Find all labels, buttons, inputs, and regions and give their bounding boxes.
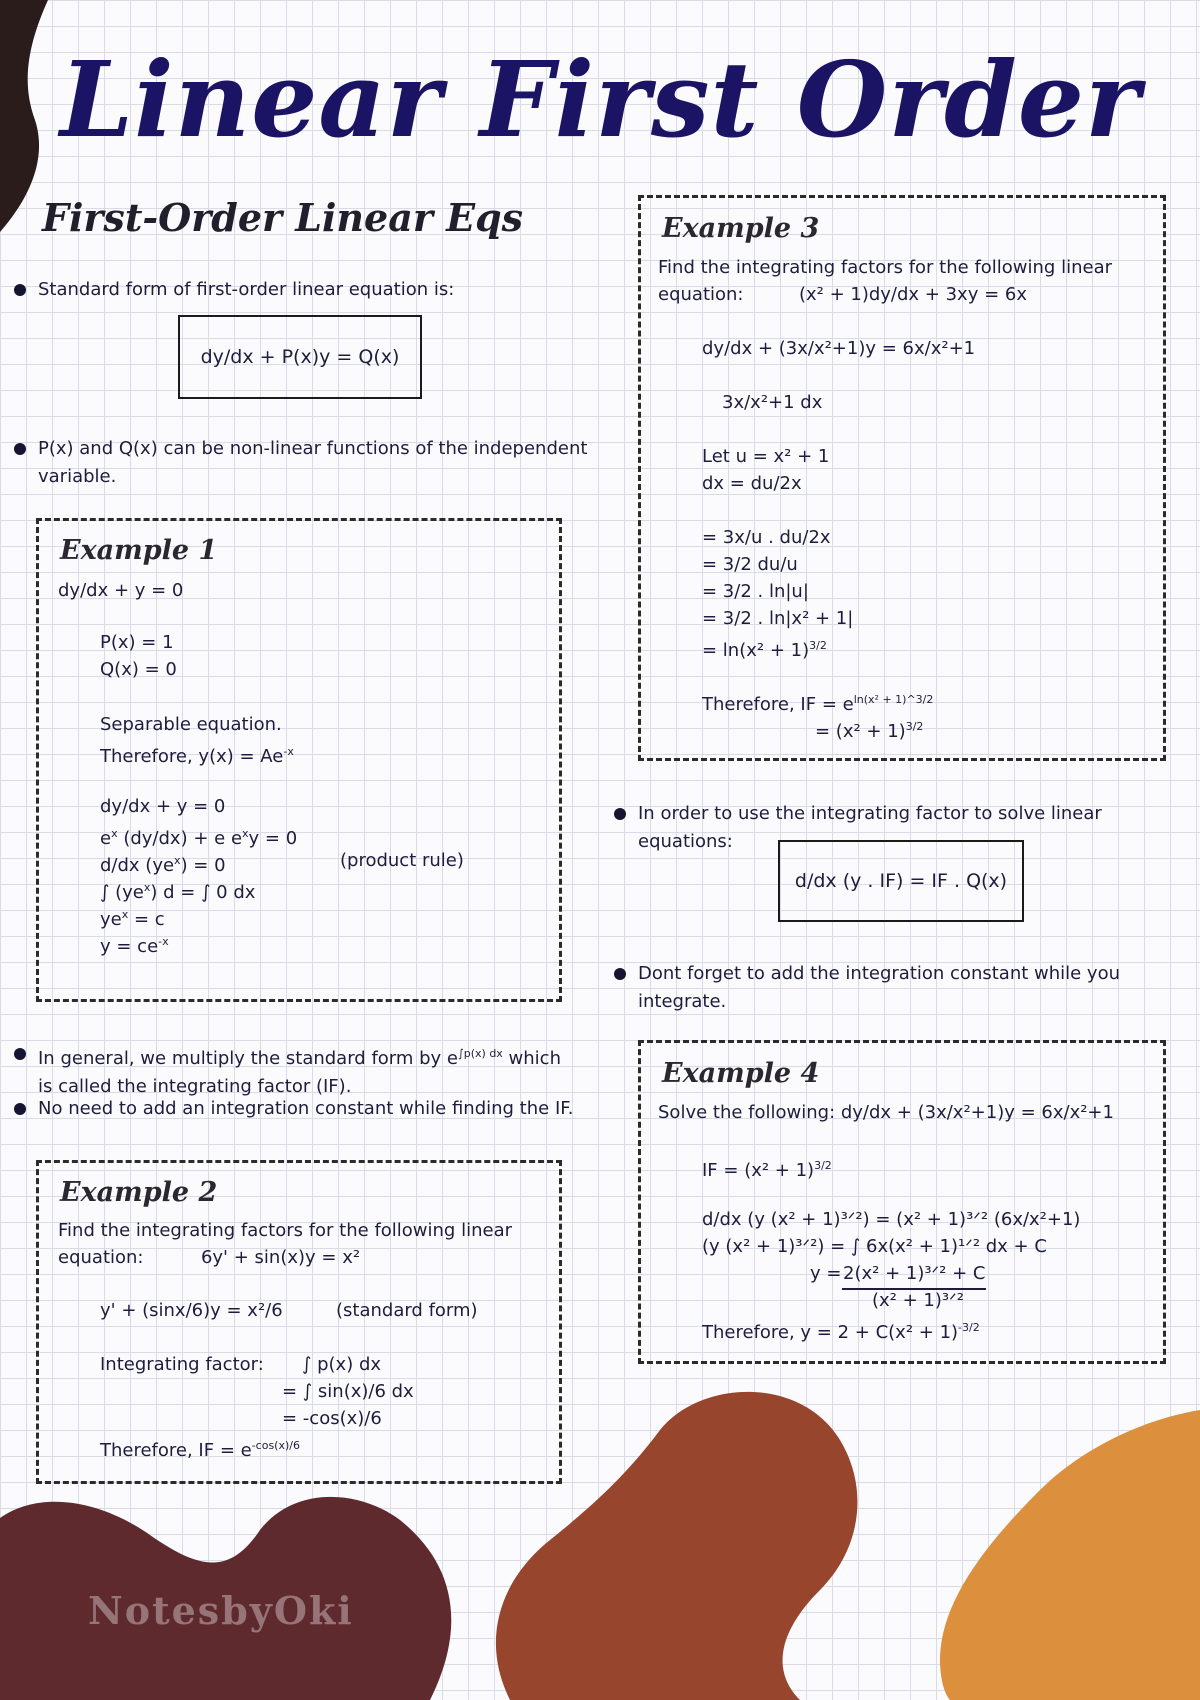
example-2-therefore: Therefore, IF = $e^{-cos(x)/6}$: [100, 1439, 300, 1461]
example-2-standard-note: (standard form): [336, 1300, 478, 1321]
example-2-title: Example 2: [60, 1177, 218, 1208]
example-1-separable: Separable equation.: [100, 714, 282, 735]
bullet-dot: [14, 443, 26, 455]
example-3-equation: equation: (x² + 1)dy/dx + 3xy = 6x: [658, 284, 1027, 305]
example-4-if: IF = $(x^2 + 1)^{3/2}$: [702, 1159, 832, 1181]
example-3-step3: Let u = x² + 1: [702, 446, 830, 467]
example-4-therefore: Therefore, $y = 2 + C(x^2 + 1)^{-3/2}$: [702, 1321, 980, 1343]
bullet-dot: [614, 968, 626, 980]
bullet-standard-form: Standard form of first-order linear equation is:: [38, 276, 454, 304]
bullet-add-constant: Dont forget to add the integration constant while you integrate.: [638, 960, 1200, 1016]
example-3-step1: dy/dx + (3x/x²+1)y = 6x/x²+1: [702, 338, 976, 359]
example-2-if-1: ∫ p(x) dx: [302, 1354, 382, 1375]
example-2-if-2: = ∫ sin(x)/6 dx: [282, 1381, 414, 1402]
example-1-step1: dy/dx + y = 0: [100, 796, 226, 817]
example-3-step6: = 3/2 du/u: [702, 554, 798, 575]
example-2-if-label: Integrating factor:: [100, 1354, 264, 1375]
bullet-dot: [14, 1048, 26, 1060]
example-1-step2: $e^x$ (dy/dx) + e $e^xy = 0$: [100, 827, 298, 849]
example-4-title: Example 4: [662, 1058, 820, 1089]
bullet-integrating-factor: In general, we multiply the standard form by $e^{\int p(x) dx}$ which is called the integrating factor (IF).: [38, 1040, 561, 1101]
bullet-use-if: In order to use the integrating factor to solve linear equations:: [638, 800, 1200, 856]
example-3-title: Example 3: [662, 213, 820, 244]
blob-bottom-left: [0, 1460, 520, 1700]
example-3-step4: dx = du/2x: [702, 473, 802, 494]
if-formula-box: d/dx (y . IF) = IF . Q(x): [778, 840, 1024, 922]
example-3-step2: 3x/x²+1 dx: [722, 392, 823, 413]
page-title: Linear First Order: [60, 38, 1141, 161]
standard-form-box: dy/dx + P(x)y = Q(x): [178, 315, 422, 399]
example-3-step9: = $\ln(x^2 + 1)^{3/2}$: [702, 639, 827, 661]
example-1-product-rule-note: (product rule): [340, 850, 464, 871]
example-3-prompt: Find the integrating factors for the following linear: [658, 257, 1112, 278]
example-3-step7: = 3/2 . ln|u|: [702, 581, 809, 602]
example-1-title: Example 1: [60, 535, 218, 566]
bullet-dot: [614, 808, 626, 820]
section-heading: First-Order Linear Eqs: [42, 195, 524, 240]
blob-bottom-right: [900, 1370, 1200, 1700]
example-2-prompt: Find the integrating factors for the following linear: [58, 1220, 512, 1241]
example-3-step5: = 3x/u . du/2x: [702, 527, 831, 548]
example-1-step6: $y = ce^{-x}$: [100, 935, 169, 957]
example-4-numerator: 2(x² + 1)³ᐟ² + C: [843, 1263, 986, 1284]
example-4-denominator: (x² + 1)³ᐟ²: [872, 1290, 964, 1311]
example-4-step1: d/dx (y (x² + 1)³ᐟ²) = (x² + 1)³ᐟ² (6x/x²+1): [702, 1209, 1081, 1230]
example-2-if-3: = -cos(x)/6: [282, 1408, 382, 1429]
example-1-step4: ∫ $(ye^x) d$ = ∫ 0 dx: [100, 881, 256, 903]
bullet-dot: [14, 284, 26, 296]
example-4-prompt: Solve the following: dy/dx + (3x/x²+1)y = 6x/x²+1: [658, 1102, 1114, 1123]
bullet-dot: [14, 1103, 26, 1115]
example-2-standard: y' + (sinx/6)y = x²/6: [100, 1300, 283, 1321]
example-1-eq: dy/dx + y = 0: [58, 580, 184, 601]
example-4-step2: (y (x² + 1)³ᐟ²) = ∫ 6x(x² + 1)¹ᐟ² dx + C: [702, 1236, 1047, 1257]
example-2-equation: equation: 6y' + sin(x)y = x²: [58, 1247, 361, 1268]
example-1-qx: Q(x) = 0: [100, 659, 177, 680]
example-3-result: = $(x^2 + 1)^{3/2}$: [815, 720, 924, 742]
example-4-y-label: y =: [810, 1263, 842, 1284]
example-3-step8: = 3/2 . ln|x² + 1|: [702, 608, 854, 629]
example-1-step3: d/dx $(ye^x) = 0$: [100, 854, 226, 876]
bullet-no-constant: No need to add an integration constant while finding the IF.: [38, 1095, 573, 1123]
example-1-px: P(x) = 1: [100, 632, 174, 653]
example-3-therefore: Therefore, IF = $e^{ln(x^2 + 1)\^{}3/2}$: [702, 693, 934, 715]
example-1-therefore: Therefore, $y(x) = Ae^{-x}$: [100, 745, 294, 767]
example-1-step5: $ye^x = c$: [100, 908, 165, 930]
watermark: NotesbyOki: [88, 1588, 354, 1633]
bullet-nonlinear: P(x) and Q(x) can be non-linear functions of the independent variable.: [38, 435, 587, 491]
